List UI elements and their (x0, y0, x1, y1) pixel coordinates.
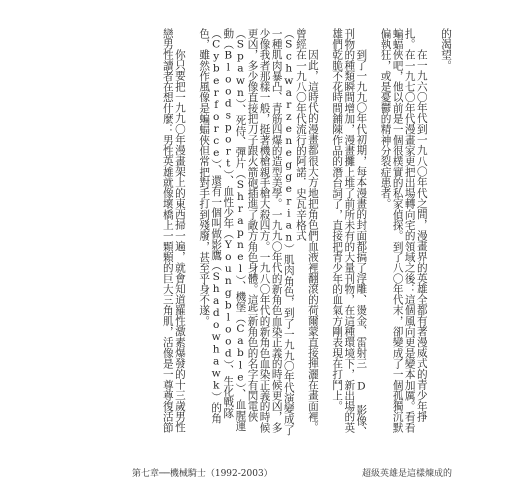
chapter-footer: 第七章──機械騎士（1992-2003） (132, 469, 273, 479)
paragraph-3: 到了一九九〇年代初期，每本漫畫的封面都搞了浮雕、燙金、雷射三 D 影像、刊物的種類瞬間增加，漫畫攤上堆了前所未有的大量刊物，在這種環境下，新出場的英雄們乾脆不花時間鋪陳作品的潛台詞了，直接把青少年的血氣方剛表現在打鬥上。 (331, 28, 368, 437)
book-title-footer: 超級英雄是這樣煉成的 (361, 469, 452, 479)
paragraph-4: 因此，這時代的漫畫都很大方地把角色們血液裡翻滾的荷爾蒙直接揮灑在畫面裡。曾經在一九八〇年代流行的阿諾．史瓦辛格式（Schwarzeneggerian）肌肉角色，到了一九九〇年代演變成了一種肌肉暴凸、青筋四爆的造型美學。一九九〇年代的新角色血染正義的時候更凶，多少像我者那樣一般，挺著機槍親手槍大殺四方。一九八〇年代的新角色血染正義的時候更凶，多少像直接把刀子跟火箭砲插進了敵方角色身體。這些新角色的名字有閃電俠（Spawn）、死侍、彈片（Shrapnel）、機堡（Cable）、血腥運動（Bloodsport）、血性少年（Youngblood）、生化戰隊（Cyberforce）、還有一個叫做影鷹（Shadowhawk）的角色，雖然作風像是蝙蝠俠但常把對手打到殘廢，甚至乎身不遂。 (198, 28, 319, 436)
vertical-text-block (60, 28, 452, 438)
paragraph-5: 你只要把一九九〇年漫畫架上的東西掃一遍，就會知道羅性激素爆發的十三歲男性戀男性讀者在想什麼：男性英雄就像壞橋上一顆顆的巨大三角肌，活像是一尊尊復活節 (161, 28, 186, 433)
paragraph-2: 在一九六〇年代到一九八〇年代之間，漫畫界的英雄全都有著漫威式的青少年掙扎。在一九七〇年代漫畫家更把出場轉向宅的領域之後：這個風向更是變本加厲。看看蝙蝠俠吧，他以前是一個很樸實的私家偵探。到了八〇年代末，卻變成了一個孤獨沉默偏執狂，或是憂鬱的精神分裂症患者。 (379, 28, 428, 433)
paragraph-1: 的渴望。 (440, 28, 452, 71)
